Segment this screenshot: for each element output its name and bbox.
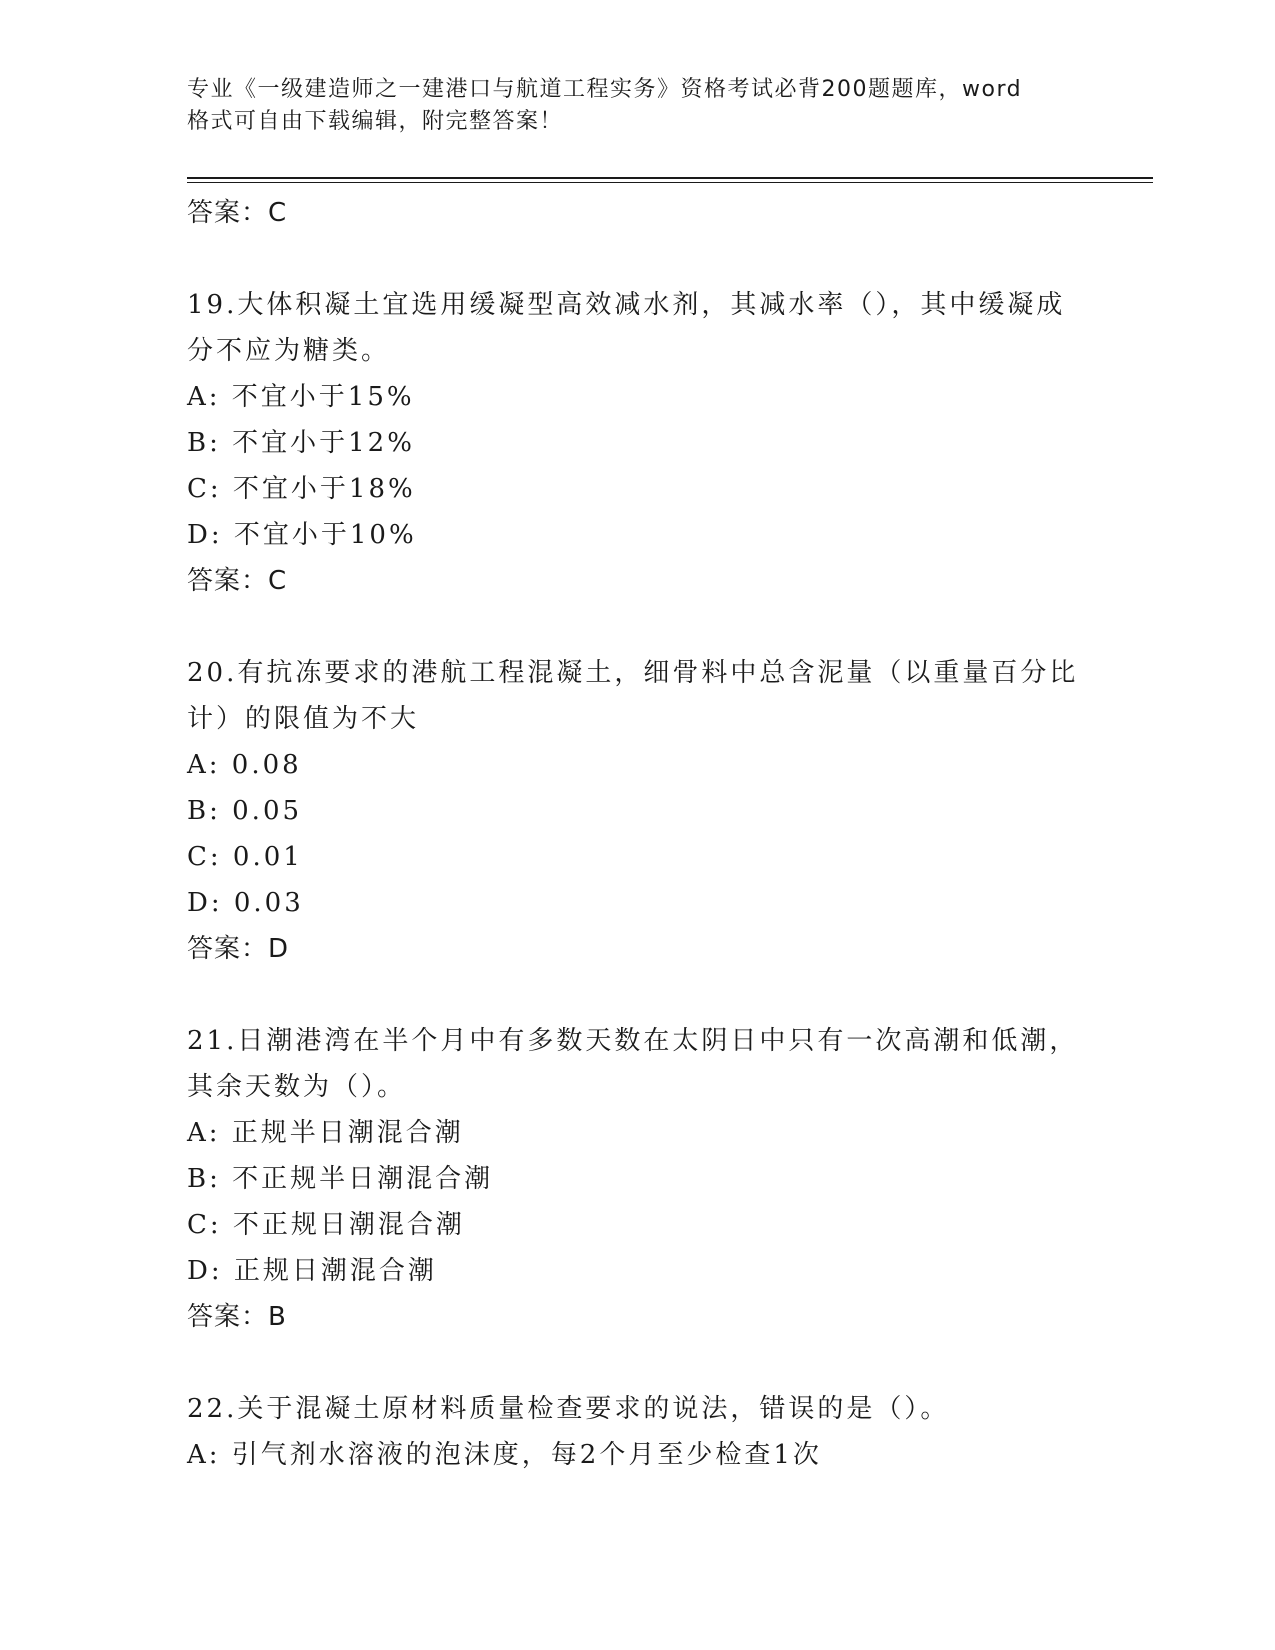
option-b: B: 不宜小于12%	[187, 428, 415, 458]
question-stem-line: 分不应为糖类。	[187, 336, 391, 366]
question-stem-line: 其余天数为（）。	[187, 1072, 407, 1102]
option-c: C: 不宜小于18%	[187, 474, 416, 504]
question-stem-line: 计）的限值为不大	[187, 704, 420, 734]
spacer	[187, 1340, 1087, 1386]
option-a: A: 不宜小于15%	[187, 382, 415, 412]
answer: 答案：B	[187, 1302, 287, 1332]
option-d: D: 不宜小于10%	[187, 520, 417, 550]
previous-answer: 答案：C	[187, 198, 288, 228]
header-rule-thick	[187, 177, 1153, 179]
document-header	[187, 74, 1087, 138]
question-21	[187, 1018, 1087, 1340]
option-a: A: 引气剂水溶液的泡沫度，每2个月至少检查1次	[187, 1440, 822, 1470]
question-content	[187, 190, 1087, 1478]
question-19	[187, 282, 1087, 604]
question-stem-line: 22.关于混凝土原材料质量检查要求的说法，错误的是（）。	[187, 1394, 950, 1424]
question-stem-line: 19.大体积凝土宜选用缓凝型高效减水剂，其减水率（），其中缓凝成	[187, 290, 1066, 320]
option-a: A: 0.08	[187, 750, 302, 780]
option-a: A: 正规半日潮混合潮	[187, 1118, 464, 1148]
option-d: D: 正规日潮混合潮	[187, 1256, 437, 1286]
option-c: C: 0.01	[187, 842, 303, 872]
spacer	[187, 236, 1087, 282]
question-stem-line: 21.日潮港湾在半个月中有多数天数在太阴日中只有一次高潮和低潮，	[187, 1026, 1079, 1056]
question-stem-line: 20.有抗冻要求的港航工程混凝土，细骨料中总含泥量（以重量百分比	[187, 658, 1079, 688]
spacer	[187, 604, 1087, 650]
header-line-1: 专业《一级建造师之一建港口与航道工程实务》资格考试必背200题题库，word	[187, 77, 1023, 102]
option-b: B: 0.05	[187, 796, 303, 826]
option-d: D: 0.03	[187, 888, 304, 918]
option-c: C: 不正规日潮混合潮	[187, 1210, 465, 1240]
question-20	[187, 650, 1087, 972]
spacer	[187, 972, 1087, 1018]
header-rule-thin	[187, 182, 1153, 183]
question-22	[187, 1386, 1087, 1478]
answer: 答案：D	[187, 934, 290, 964]
answer: 答案：C	[187, 566, 288, 596]
header-line-2: 格式可自由下载编辑，附完整答案！	[187, 109, 564, 134]
option-b: B: 不正规半日潮混合潮	[187, 1164, 494, 1194]
